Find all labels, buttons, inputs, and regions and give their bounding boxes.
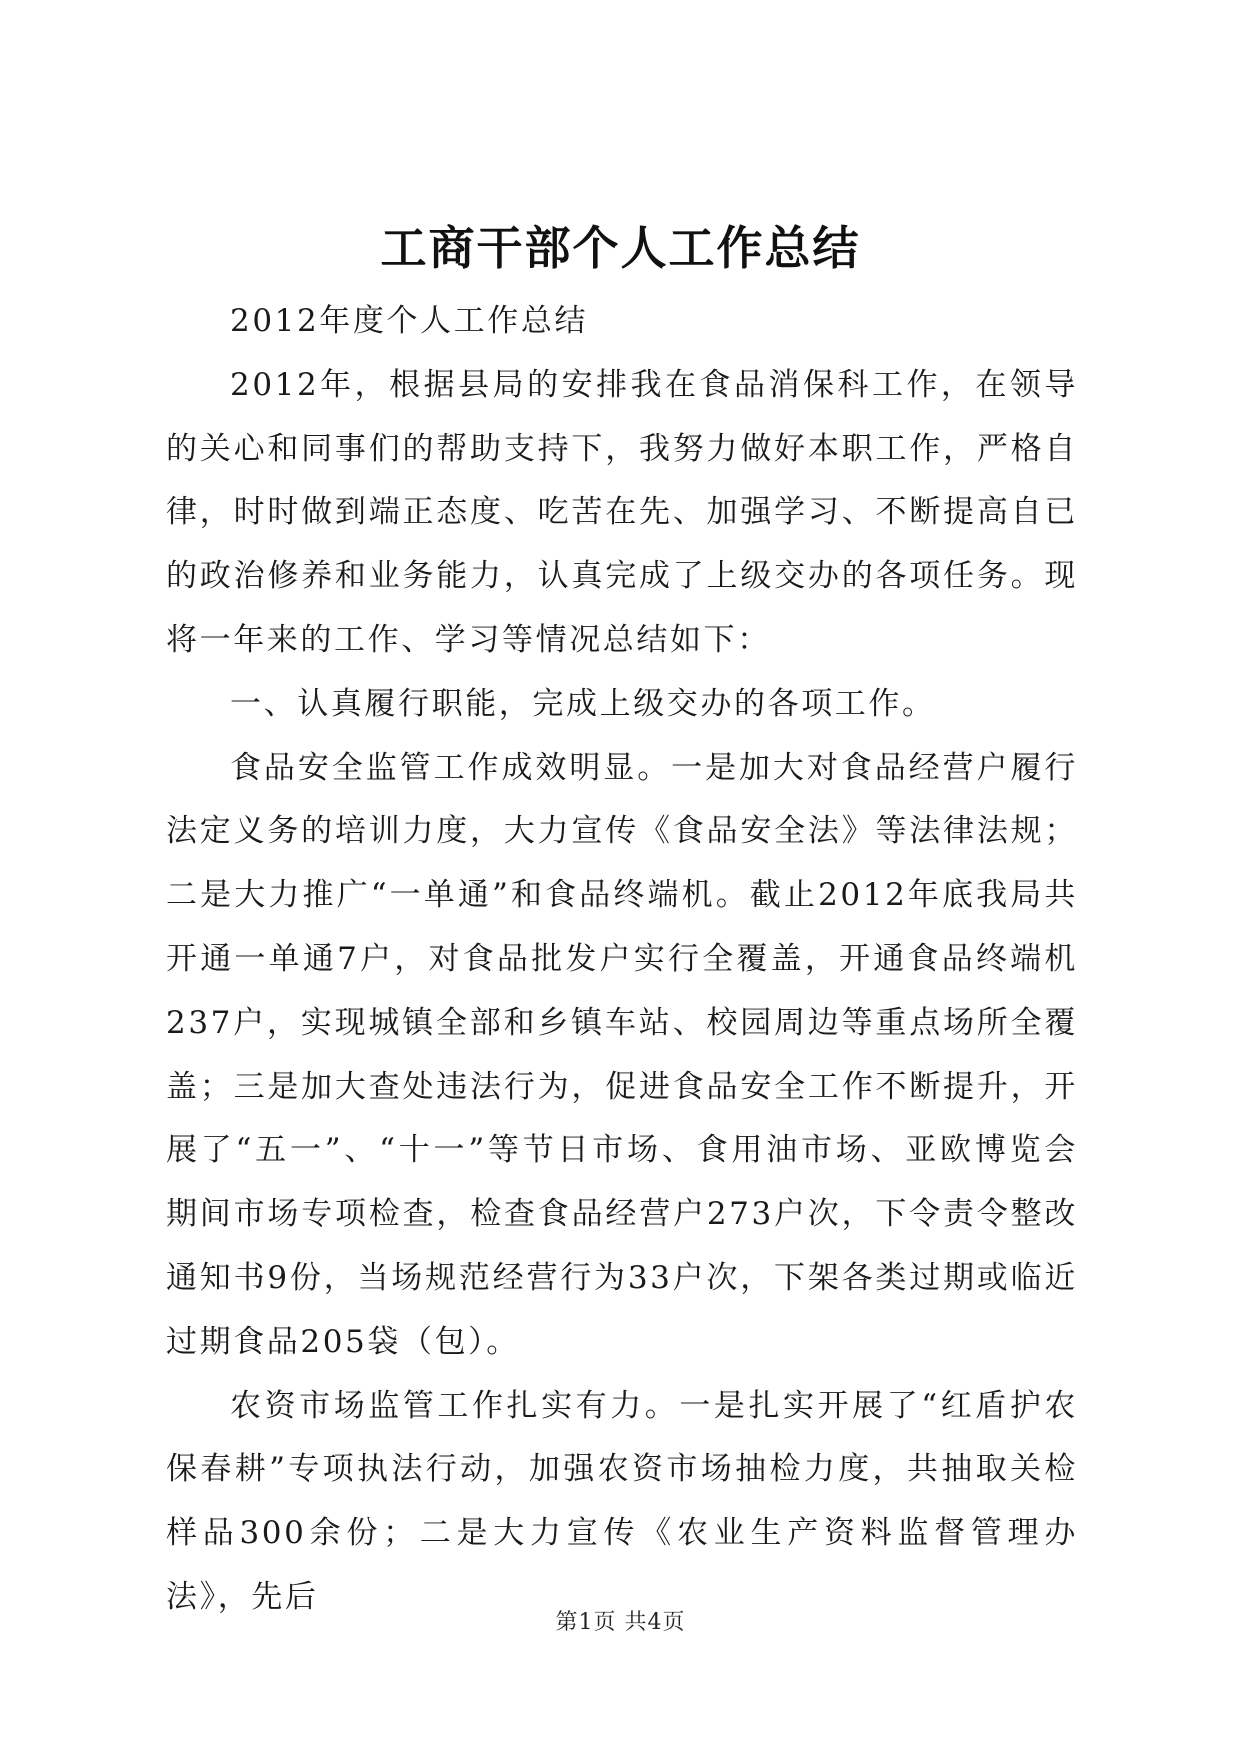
paragraph-section-heading: 一、认真履行职能，完成上级交办的各项工作。	[230, 685, 936, 722]
paragraph-intro: 2012年，根据县局的安排我在食品消保科工作，在领导的关心和同事们的帮助支持下，我努力做好本职工作，严格自律，时时做到端正态度、吃苦在先、加强学习、不断提高自已的政治修养和业务能力，认真完成了上级交办的各项任务。现将一年来的工作、学习等情况总结如下：	[166, 366, 1078, 658]
page-footer: 第1页 共4页	[555, 1610, 686, 1635]
paragraph-food-safety: 食品安全监管工作成效明显。一是加大对食品经营户履行法定义务的培训力度，大力宣传《食品安全法》等法律法规；二是大力推广“一单通”和食品终端机。截止2012年底我局共开通一单通7户，对食品批发户实行全覆盖，开通食品终端机237户，实现城镇全部和乡镇车站、校园周边等重点场所全覆盖；三是加大查处违法行为，促进食品安全工作不断提升，开展了“五一”、“十一”等节日市场、食用油市场、亚欧博览会期间市场专项检查，检查食品经营户273户次，下令责令整改通知书9份，当场规范经营行为33户次，下架各类过期或临近过期食品205袋（包）。	[166, 749, 1078, 1360]
document-title: 工商干部个人工作总结	[380, 221, 861, 275]
document-body	[166, 290, 1078, 1630]
paragraph-subtitle: 2012年度个人工作总结	[230, 303, 589, 339]
paragraph-agri-market: 农资市场监管工作扎实有力。一是扎实开展了“红盾护农保春耕”专项执法行动，加强农资市场抽检力度，共抽取关检样品300余份；二是大力宣传《农业生产资料监督管理办法》，先后	[166, 1387, 1078, 1615]
